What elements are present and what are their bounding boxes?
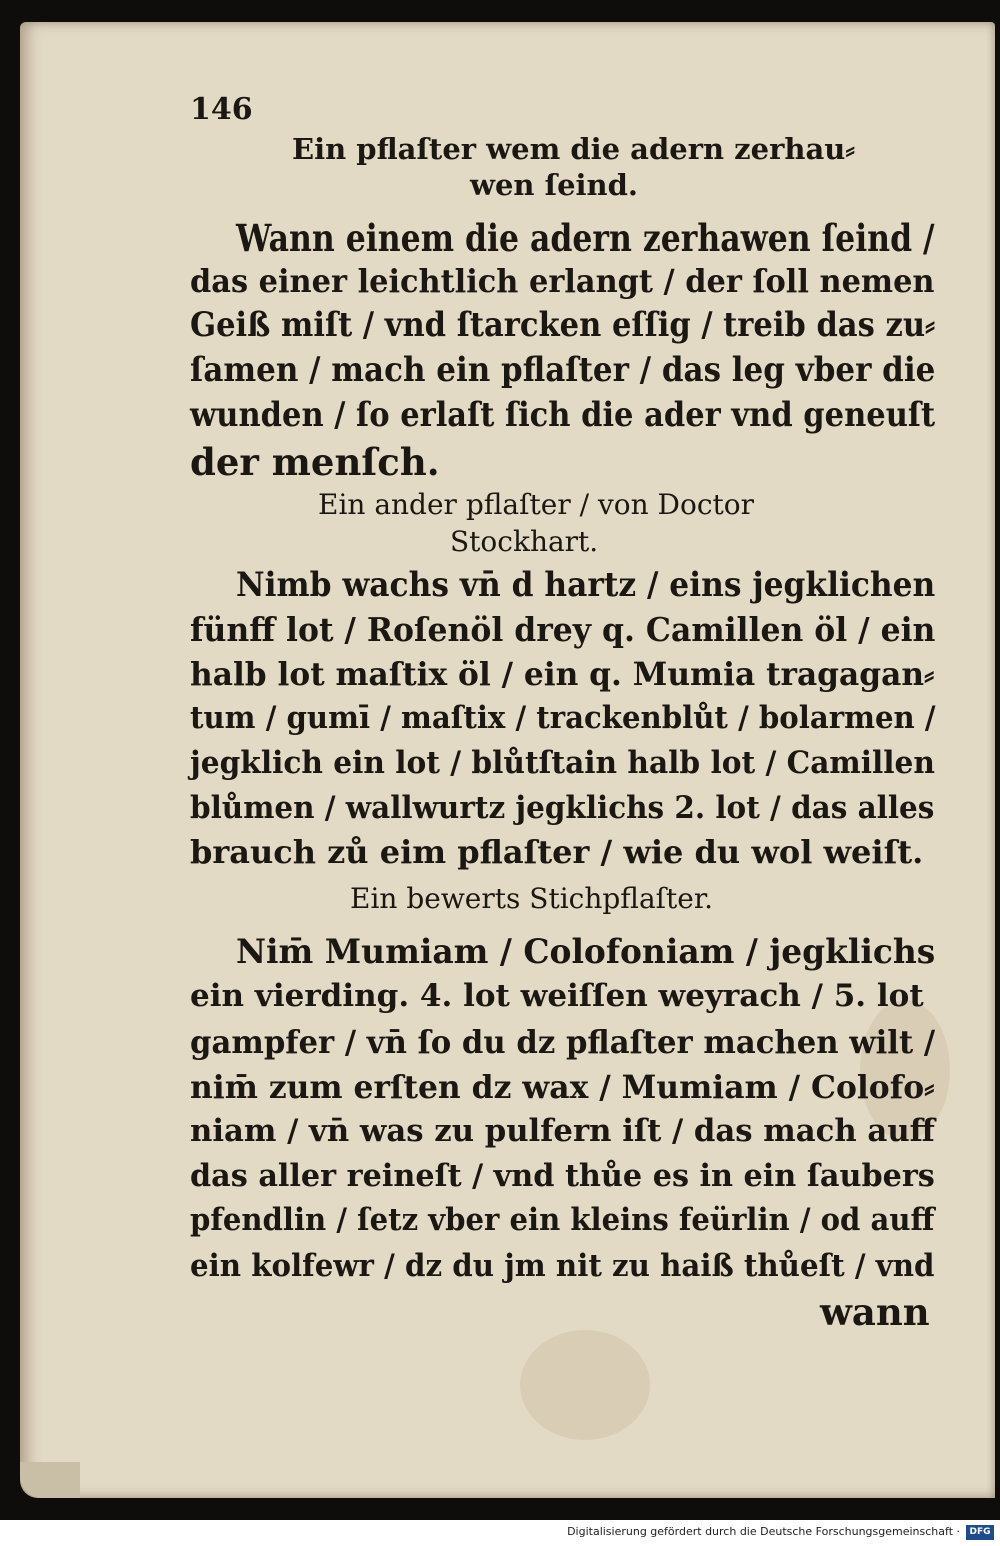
section-heading: Ein ander pflaſter / von Doctor	[318, 488, 755, 521]
dfg-logo-icon: DFG	[966, 1525, 994, 1540]
text-line: der menſch.	[190, 440, 440, 484]
text-line: das aller reineſt / vnd thůe es in ein ſaubers	[190, 1158, 935, 1194]
section-heading: wen ſeind.	[470, 168, 638, 202]
text-line: Nim̄ Mumiam / Colofoniam / jegklichs	[236, 932, 936, 972]
text-line: ſamen / mach ein pflaſter / das leg vber die	[190, 350, 936, 390]
text-line: fünff lot / Roſenöl drey q. Camillen öl / ein	[190, 610, 936, 649]
text-line: pfendlin / ſetz vber ein kleins feürlin / od auff	[190, 1202, 935, 1238]
page-corner	[20, 1462, 80, 1498]
footer-bar	[0, 1520, 1000, 1546]
catchword: wann	[820, 1290, 930, 1334]
page-number: 146	[190, 92, 253, 127]
text-line: das einer leichtlich erlangt / der ſoll nemen	[190, 262, 935, 300]
text-line: brauch zů eim pflaſter / wie du wol weiſt.	[190, 833, 924, 871]
text-line: nim̄ zum erſten dz wax / Mumiam / Colofo⸗	[190, 1068, 935, 1106]
section-heading: Ein pflaſter wem die adern zerhau⸗	[292, 132, 855, 166]
section-heading: Ein bewerts Stichpflaſter.	[350, 882, 714, 915]
text-line: Wann einem die adern zerhawen ſeind /	[236, 216, 935, 260]
text-line: halb lot maſtix öl / ein q. Mumia tragagan⸗	[190, 655, 935, 693]
text-line: Geiß miſt / vnd ſtarcken eſſig / treib das zu⸗	[190, 305, 936, 345]
text-line: blůmen / wallwurtz jegklichs 2. lot / das alles	[190, 790, 935, 826]
text-line: Nimb wachs vn̄ d hartz / eins jegklichen	[236, 565, 936, 605]
text-line: ein vierding. 4. lot weiſſen weyrach / 5. lot	[190, 978, 924, 1014]
text-line: gampfer / vn̄ ſo du dz pflaſter machen wilt /	[190, 1023, 936, 1061]
funding-notice: Digitalisierung gefördert durch die Deutsche Forschungsgemeinschaft ·	[567, 1525, 960, 1538]
text-line: niam / vn̄ was zu pulfern iſt / das mach auff	[190, 1113, 935, 1149]
text-line: ein kolfewr / dz du jm nit zu haiß thůeſt / vnd	[190, 1248, 935, 1284]
text-line: jegklich ein lot / blůtſtain halb lot / Camillen	[190, 745, 935, 781]
paper-stain	[520, 1330, 650, 1440]
text-line: wunden / ſo erlaſt ſich die ader vnd geneuſt	[190, 395, 936, 435]
section-heading: Stockhart.	[450, 525, 599, 558]
text-line: tum / gumī / maſtix / trackenblůt / bolarmen /	[190, 700, 936, 736]
